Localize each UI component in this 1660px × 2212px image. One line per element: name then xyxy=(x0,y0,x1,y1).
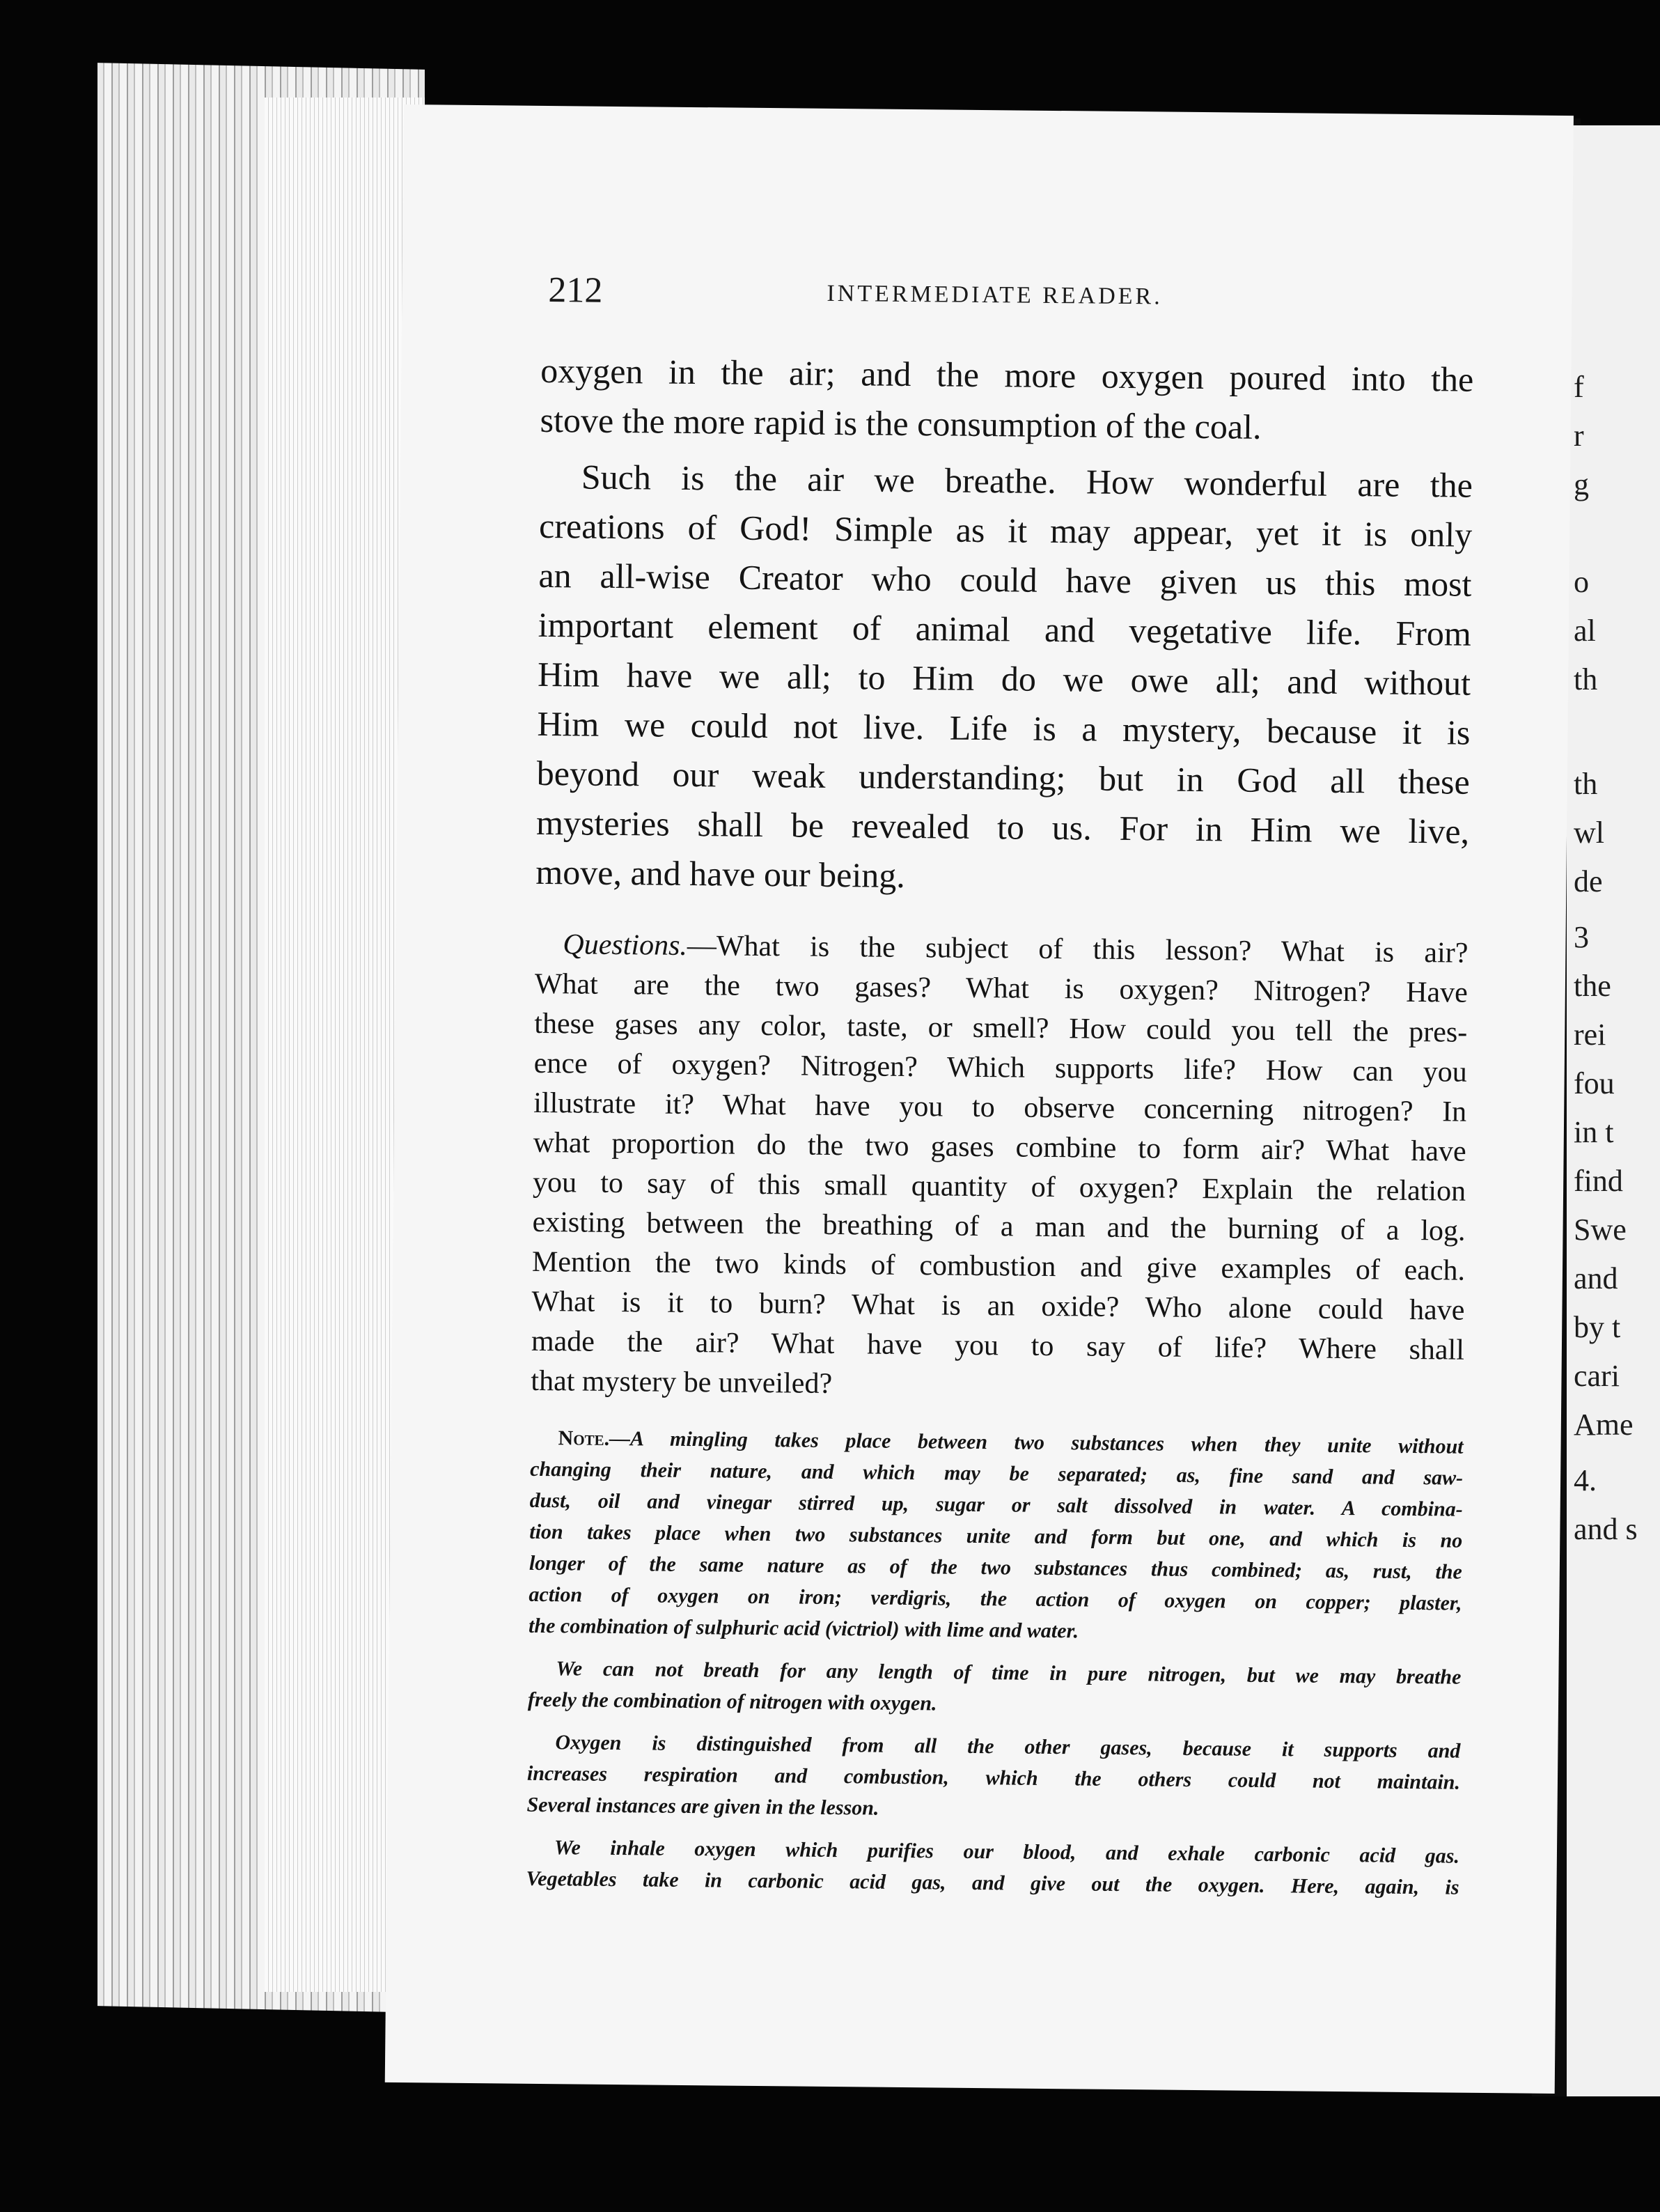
text-line: creations of God! Simple as it may appear, yet it is only xyxy=(538,506,1473,554)
note-label: Note. xyxy=(558,1426,610,1450)
page-header xyxy=(548,270,1454,327)
text-line: Several instances are given in the lesson. xyxy=(526,1793,879,1820)
note-paragraph xyxy=(528,1422,1464,1651)
facing-fragment: cari xyxy=(1574,1359,1620,1393)
facing-fragment: th xyxy=(1574,662,1598,696)
facing-fragment: o xyxy=(1574,565,1589,599)
text-line: Oxygen is distinguished from all the other gases, because it supports and xyxy=(555,1731,1461,1763)
text-line: important element of animal and vegetative life. From xyxy=(538,605,1472,653)
facing-fragment: de xyxy=(1574,864,1603,898)
text-line: these gases any color, taste, or smell? How could you tell the pres- xyxy=(534,1007,1468,1049)
facing-fragment: g xyxy=(1574,467,1589,501)
facing-fragment: r xyxy=(1574,419,1584,453)
facing-fragment: in t xyxy=(1574,1115,1614,1149)
text-line: tion takes place when two substances unite and form but one, and which is no xyxy=(529,1520,1463,1552)
text-line: Such is the air we breathe. How wonderful are the xyxy=(581,457,1473,505)
text-line: dust, oil and vinegar stirred up, sugar or salt dissolved in water. A combina- xyxy=(529,1488,1463,1521)
facing-fragment: the xyxy=(1574,969,1611,1003)
questions-section xyxy=(531,925,1469,1410)
text-line: what proportion do the two gases combine to form air? What have xyxy=(533,1126,1466,1168)
facing-page xyxy=(1567,125,1660,2096)
text-line: changing their nature, and which may be separated; as, fine sand and saw- xyxy=(530,1457,1464,1490)
running-head: INTERMEDIATE READER. xyxy=(827,280,1163,310)
notes-section xyxy=(526,1422,1463,1903)
text-line: mysteries shall be revealed to us. For in Him we live, xyxy=(535,802,1470,851)
text-line: made the air? What have you to say of life? Where shall xyxy=(531,1325,1465,1366)
text-line: ence of oxygen? Nitrogen? Which supports life? How can you xyxy=(533,1047,1467,1089)
text-line: beyond our weak understanding; but in God all these xyxy=(536,753,1471,802)
facing-fragment: rei xyxy=(1574,1018,1606,1052)
text-line: —What is the subject of this lesson? What is air? xyxy=(687,929,1469,969)
facing-fragment: Swe xyxy=(1574,1213,1627,1247)
text-line: longer of the same nature as of the two substances thus combined; as, rust, the xyxy=(528,1551,1463,1584)
page-number: 212 xyxy=(548,270,603,311)
note-paragraph xyxy=(528,1653,1462,1724)
questions-label: Questions. xyxy=(563,928,688,962)
paragraph xyxy=(535,452,1473,906)
note-paragraph xyxy=(526,1832,1459,1903)
text-line: oxygen in the air; and the more oxygen poured into the xyxy=(540,350,1474,399)
text-line: an all-wise Creator who could have given us this most xyxy=(538,555,1472,604)
text-line: freely the combination of nitrogen with oxygen. xyxy=(527,1688,937,1715)
facing-fragment: fou xyxy=(1574,1066,1615,1100)
text-line: What are the two gases? What is oxygen? Nitrogen? Have xyxy=(534,967,1469,1009)
text-line: that mystery be unveiled? xyxy=(531,1364,833,1400)
facing-fragment: 4. xyxy=(1574,1463,1597,1497)
text-line: illustrate it? What have you to observe concerning nitrogen? In xyxy=(533,1086,1467,1128)
text-line: the combination of sulphuric acid (victriol) with lime and water. xyxy=(528,1614,1079,1643)
paragraph xyxy=(540,346,1473,454)
facing-fragment: f xyxy=(1574,370,1584,404)
note-paragraph xyxy=(526,1727,1460,1830)
text-line: move, and have our being. xyxy=(535,852,906,895)
page-body xyxy=(526,346,1473,1915)
text-line: action of oxygen on iron; verdigris, the action of oxygen on copper; plaster, xyxy=(528,1582,1462,1615)
text-line: Him have we all; to Him do we owe all; and without xyxy=(537,654,1471,703)
text-line: existing between the breathing of a man and the burning of a log. xyxy=(532,1206,1466,1247)
facing-fragment: wl xyxy=(1574,816,1604,850)
facing-fragment: and s xyxy=(1574,1512,1638,1546)
text-line: stove the more rapid is the consumption of the coal. xyxy=(540,400,1262,446)
text-line: Mention the two kinds of combustion and give examples of each. xyxy=(531,1245,1466,1287)
facing-fragment: th xyxy=(1574,767,1598,801)
facing-fragment: find xyxy=(1574,1164,1623,1198)
text-line: you to say of this small quantity of oxygen? Explain the relation xyxy=(532,1166,1466,1208)
facing-fragment: 3 xyxy=(1574,920,1589,954)
facing-fragment: al xyxy=(1574,614,1596,648)
facing-fragment: by t xyxy=(1574,1310,1621,1344)
text-line: What is it to burn? What is an oxide? Who alone could have xyxy=(531,1285,1465,1327)
text-line: We can not breath for any length of time in pure nitrogen, but we may breathe xyxy=(556,1657,1462,1689)
text-line: —A mingling takes place between two substances when they unite without xyxy=(609,1426,1464,1458)
facing-fragment: Ame xyxy=(1574,1408,1634,1442)
book-page xyxy=(385,104,1574,2094)
facing-fragment: and xyxy=(1574,1261,1618,1295)
text-line: increases respiration and combustion, which the others could not maintain. xyxy=(526,1761,1461,1794)
text-line: Vegetables take in carbonic acid gas, and give out the oxygen. Here, again, is xyxy=(526,1867,1459,1899)
text-line: Him we could not live. Life is a mystery, because it is xyxy=(537,703,1471,752)
text-line: We inhale oxygen which purifies our blood, and exhale carbonic acid gas. xyxy=(554,1836,1460,1868)
